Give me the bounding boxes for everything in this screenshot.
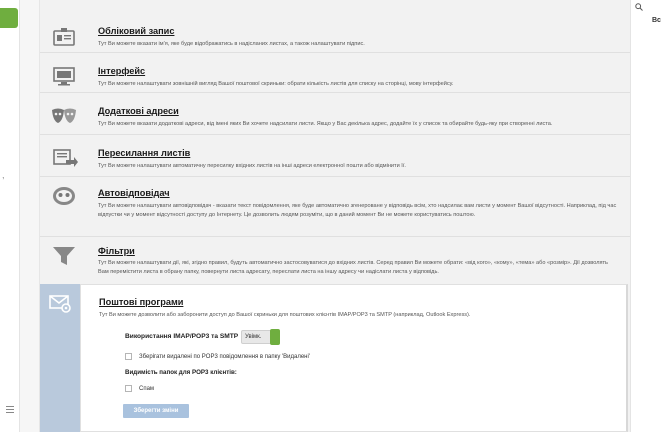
spam-label: Спам (139, 386, 155, 392)
mail-gear-icon (49, 294, 73, 319)
id-card-icon (50, 26, 78, 50)
section-title[interactable]: Обліковий запис (98, 26, 175, 36)
section-title[interactable]: Автовідповідач (98, 188, 170, 198)
section-title[interactable]: Додаткові адреси (98, 106, 179, 116)
spam-checkbox[interactable] (125, 385, 132, 392)
section-title[interactable]: Поштові програми (99, 297, 184, 307)
hamburger-icon[interactable] (6, 406, 15, 416)
divider (40, 134, 630, 135)
funnel-icon (50, 244, 78, 268)
nav-marker: , (2, 170, 5, 180)
right-panel (630, 0, 660, 432)
section-description: Тут Ви можете дозволити або заборонити доступ до Вашої скриньки для поштових клієнтів IMAP/POP3 та SMTP (наприклад, Outlook Express). (99, 312, 471, 318)
folders-visibility-label: Видимість папок для POP3 клієнтів: (125, 369, 237, 376)
section-description: Тут Ви можете вказати ім'я, яке буде відображатись в надісланих листах, а також налаштувати підпис. (98, 41, 365, 47)
section-title[interactable]: Інтерфейс (98, 66, 146, 76)
section-title[interactable]: Фільтри (98, 246, 135, 256)
divider (40, 52, 630, 53)
toggle-knob[interactable] (270, 329, 280, 345)
divider (40, 92, 630, 93)
section-description: Тут Ви можете налаштувати автовідповідач - вказати текст повідомлення, яке буде автоматично згенероване у відповідь всім, хто надсилає вам листи у момент Вашої відсутності. Наприклад, під час відпустки чи у момент відсутності доступу до Інтернету. Це дозволить людям розуміти, що в даний момент Ви не можете користуватись поштою. (98, 203, 617, 218)
toggle-label: Увімк. (245, 334, 262, 340)
keep-deleted-label: Зберігати видалені по POP3 повідомлення в папку 'Видалені' (139, 354, 310, 360)
section-title[interactable]: Пересилання листів (98, 148, 191, 158)
search-icon[interactable] (635, 3, 643, 13)
section-description: Тут Ви можете налаштувати зовнішній вигляд Вашої поштової скриньки: обрати кількість листів для списку на сторінці, мову інтерфейсу. (98, 81, 454, 87)
section-mail-clients (80, 284, 628, 432)
imap-label: Використання IMAP/POP3 та SMTP (125, 333, 239, 340)
keep-deleted-checkbox[interactable] (125, 353, 132, 360)
section-description: Тут Ви можете вказати додаткові адреси, від імені яких Ви хочете надсилати листи. Якщо у Вас декілька адрес, додайте їх у список та обирайте будь-яку при створенні листа. (98, 121, 553, 127)
imap-toggle[interactable] (241, 330, 279, 344)
monitor-icon (50, 64, 78, 88)
forward-icon (50, 146, 78, 170)
divider (40, 176, 630, 177)
left-nav (0, 0, 20, 432)
right-label: Вс (652, 17, 661, 24)
robot-icon (50, 184, 78, 208)
active-section-rail (40, 284, 80, 432)
section-description: Тут Ви можете налаштувати автоматичну пересилку вхідних листів на інші адреси електронної пошти або відмінити її. (98, 163, 406, 169)
divider (40, 236, 630, 237)
section-description: Тут Ви можете налаштувати дії, які, згідно правил, будуть автоматично застосовуватися до вхідних листів. Серед правил Ви можете обрати: «від кого», «кому», «тема» або «розмір». Дії дозволять Вам перемістити листа в обрану папку, повернути листа адресату, переслати листа на іншу адресу чи надіслати листа у відповідь. (98, 260, 608, 275)
nav-gutter (20, 0, 40, 432)
save-button[interactable]: Зберегти зміни (123, 404, 189, 418)
compose-button[interactable] (0, 8, 18, 28)
masks-icon (50, 104, 78, 128)
